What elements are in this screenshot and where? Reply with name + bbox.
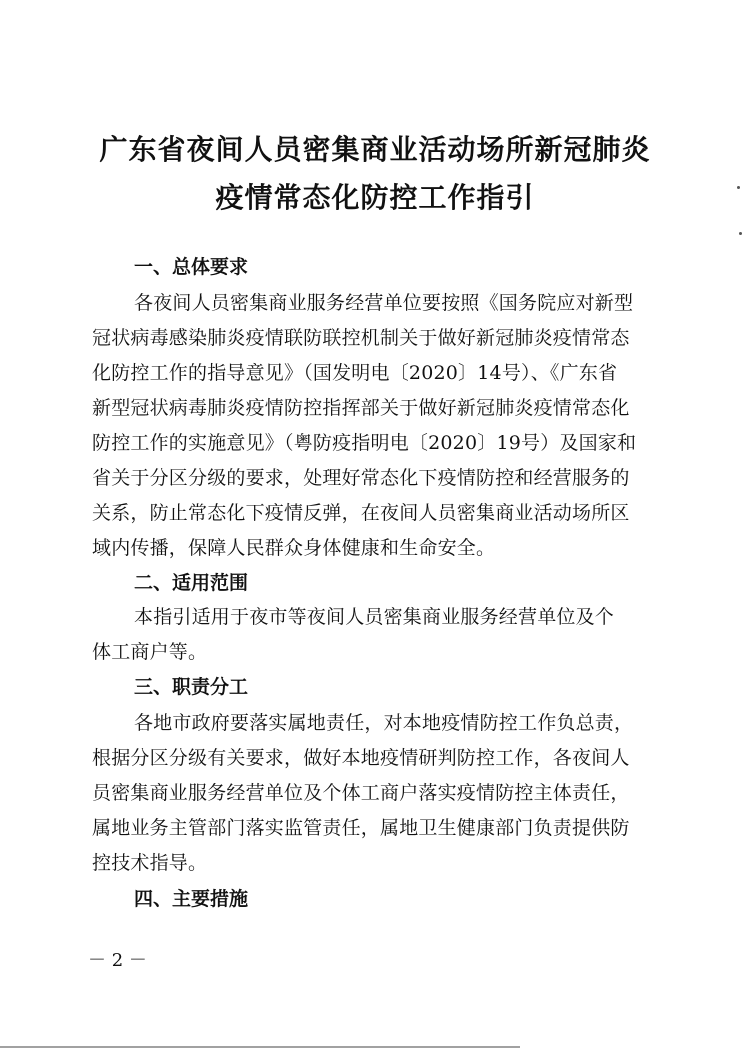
- page-number: － 2 －: [88, 950, 147, 971]
- scan-edge-line: [0, 1046, 520, 1048]
- document-title-line-1: 广东省夜间人员密集商业活动场所新冠肺炎: [99, 133, 651, 166]
- section-1-line: 化防控工作的指导意见》（国发明电〔2020〕14号）、《广东省: [92, 362, 618, 384]
- section-heading-3: 三、职责分工: [134, 676, 249, 698]
- scan-speck: [739, 232, 742, 235]
- section-2-line: 体工商户等。: [92, 641, 208, 663]
- section-2-line: 本指引适用于夜市等夜间人员密集商业服务经营单位及个: [134, 606, 615, 628]
- document-title-line-2: 疫情常态化防控工作指引: [215, 181, 535, 214]
- section-1-line: 域内传播，保障人民群众身体健康和生命安全。: [92, 537, 496, 559]
- scan-speck: [737, 186, 740, 189]
- section-3-line: 员密集商业服务经营单位及个体工商户落实疫情防控主体责任，: [92, 782, 630, 804]
- section-heading-1: 一、总体要求: [134, 256, 249, 278]
- section-1-line: 关系，防止常态化下疫情反弹，在夜间人员密集商业活动场所区: [92, 502, 630, 524]
- section-heading-4: 四、主要措施: [134, 888, 249, 910]
- section-1-line: 新型冠状病毒肺炎疫情防控指挥部关于做好新冠肺炎疫情常态化: [92, 397, 630, 419]
- section-3-line: 各地市政府要落实属地责任，对本地疫情防控工作负总责，: [134, 712, 634, 734]
- section-3-line: 根据分区分级有关要求，做好本地疫情研判防控工作，各夜间人: [92, 747, 630, 769]
- section-3-line: 控技术指导。: [92, 852, 208, 874]
- section-heading-2: 二、适用范围: [134, 572, 249, 594]
- section-1-line: 冠状病毒感染肺炎疫情联防联控机制关于做好新冠肺炎疫情常态: [92, 327, 630, 349]
- section-1-line: 防控工作的实施意见》（粤防疫指明电〔2020〕19号）及国家和: [92, 432, 637, 454]
- section-1-line: 各夜间人员密集商业服务经营单位要按照《国务院应对新型: [134, 292, 634, 314]
- section-1-line: 省关于分区分级的要求，处理好常态化下疫情防控和经营服务的: [92, 467, 630, 489]
- section-3-line: 属地业务主管部门落实监管责任，属地卫生健康部门负责提供防: [92, 817, 630, 839]
